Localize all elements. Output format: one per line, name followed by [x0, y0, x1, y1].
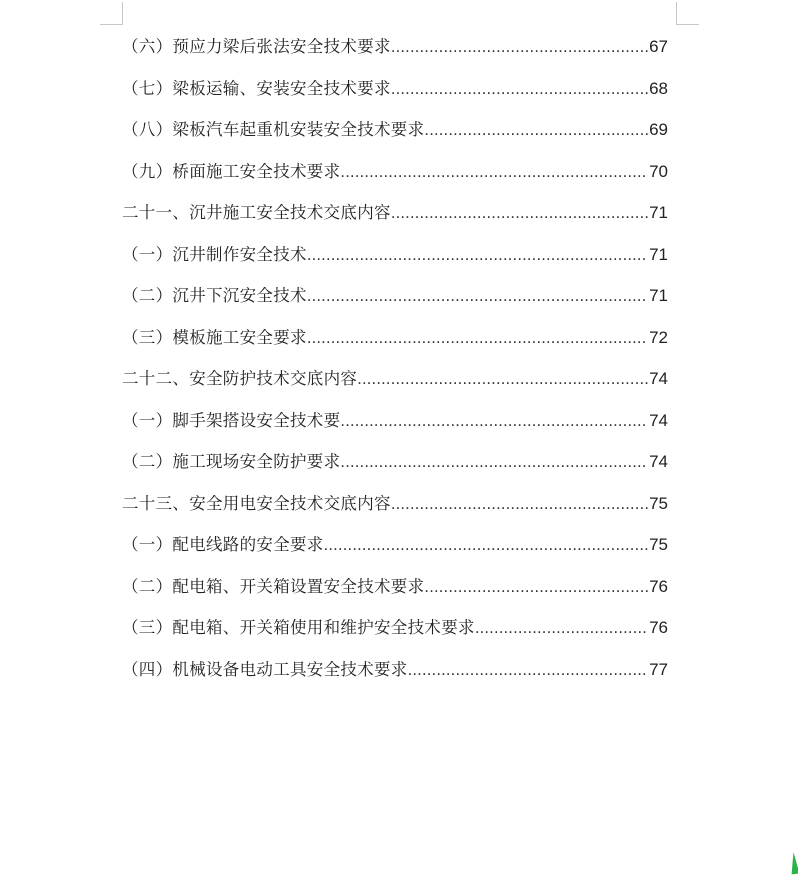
green-marker-icon: [789, 852, 798, 875]
toc-leader-dots: [340, 442, 648, 484]
toc-entry-title: 二十一、沉井施工安全技术交底内容: [122, 203, 391, 222]
toc-page-number: 74: [649, 369, 668, 388]
toc-leader-dots: [340, 152, 648, 194]
toc-leader-dots: [307, 318, 648, 360]
toc-entry-title: （一）沉井制作安全技术: [122, 244, 307, 264]
toc-entry-title: （六）预应力梁后张法安全技术要求: [122, 37, 391, 56]
toc-page-number: 74: [649, 410, 668, 430]
toc-page-number: 67: [649, 37, 668, 56]
toc-entry-title: （八）梁板汽车起重机安装安全技术要求: [122, 120, 425, 139]
toc-entry[interactable]: [122, 566, 668, 608]
toc-leader-dots: [307, 276, 648, 318]
toc-leader-dots: [391, 69, 648, 111]
toc-entry-title: （二）配电箱、开关箱设置安全技术要求: [122, 576, 425, 596]
toc-page-number: 71: [649, 244, 668, 264]
toc-entry-title: （一）脚手架搭设安全技术要: [122, 410, 341, 430]
toc-entry-title: （二）施工现场安全防护要求: [122, 452, 341, 471]
toc-leader-dots: [408, 650, 648, 692]
toc-entry-title: 二十三、安全用电安全技术交底内容: [122, 493, 391, 513]
toc-page-number: 74: [649, 452, 668, 471]
toc-page-number: 75: [649, 535, 668, 554]
toc-entry-title: （一）配电线路的安全要求: [122, 535, 324, 554]
toc-entry[interactable]: [122, 317, 668, 359]
toc-entry-title: 二十二、安全防护技术交底内容: [122, 369, 358, 388]
toc-page-number: 71: [649, 286, 668, 305]
toc-page-number: 77: [649, 659, 668, 679]
toc-entry[interactable]: [122, 275, 668, 317]
toc-entry[interactable]: [122, 358, 668, 400]
toc-entry[interactable]: [122, 192, 668, 234]
toc-entry[interactable]: [122, 441, 668, 483]
table-of-contents: [122, 26, 668, 690]
toc-leader-dots: [391, 193, 648, 235]
toc-entry[interactable]: [122, 151, 668, 193]
toc-leader-dots: [391, 27, 648, 69]
toc-entry-title: （三）配电箱、开关箱使用和维护安全技术要求: [122, 618, 475, 637]
toc-leader-dots: [475, 608, 648, 650]
toc-entry[interactable]: [122, 109, 668, 151]
toc-page-number: 71: [649, 203, 668, 222]
toc-entry-title: （二）沉井下沉安全技术: [122, 286, 307, 305]
toc-leader-dots: [357, 359, 648, 401]
toc-entry[interactable]: [122, 400, 668, 442]
toc-leader-dots: [340, 401, 648, 443]
page-corner-mark-icon: [676, 2, 699, 25]
toc-page-number: 70: [649, 161, 668, 181]
toc-entry[interactable]: [122, 524, 668, 566]
toc-page-number: 76: [649, 618, 668, 637]
toc-entry[interactable]: [122, 483, 668, 525]
toc-page-number: 69: [649, 120, 668, 139]
toc-entry[interactable]: [122, 607, 668, 649]
toc-leader-dots: [324, 525, 648, 567]
toc-page-number: 68: [649, 78, 668, 98]
page-corner-mark-icon: [100, 2, 123, 25]
toc-page-number: 76: [649, 576, 668, 596]
toc-entry[interactable]: [122, 649, 668, 691]
toc-entry-title: （三）模板施工安全要求: [122, 327, 307, 347]
toc-page-number: 75: [649, 493, 668, 513]
toc-entry-title: （九）桥面施工安全技术要求: [122, 161, 341, 181]
toc-page-number: 72: [649, 327, 668, 347]
toc-entry-title: （七）梁板运输、安装安全技术要求: [122, 78, 391, 98]
toc-leader-dots: [391, 484, 648, 526]
toc-entry[interactable]: [122, 234, 668, 276]
toc-entry-title: （四）机械设备电动工具安全技术要求: [122, 659, 408, 679]
toc-entry[interactable]: [122, 26, 668, 68]
toc-entry[interactable]: [122, 68, 668, 110]
toc-leader-dots: [307, 235, 648, 277]
toc-leader-dots: [424, 110, 648, 152]
toc-leader-dots: [424, 567, 648, 609]
